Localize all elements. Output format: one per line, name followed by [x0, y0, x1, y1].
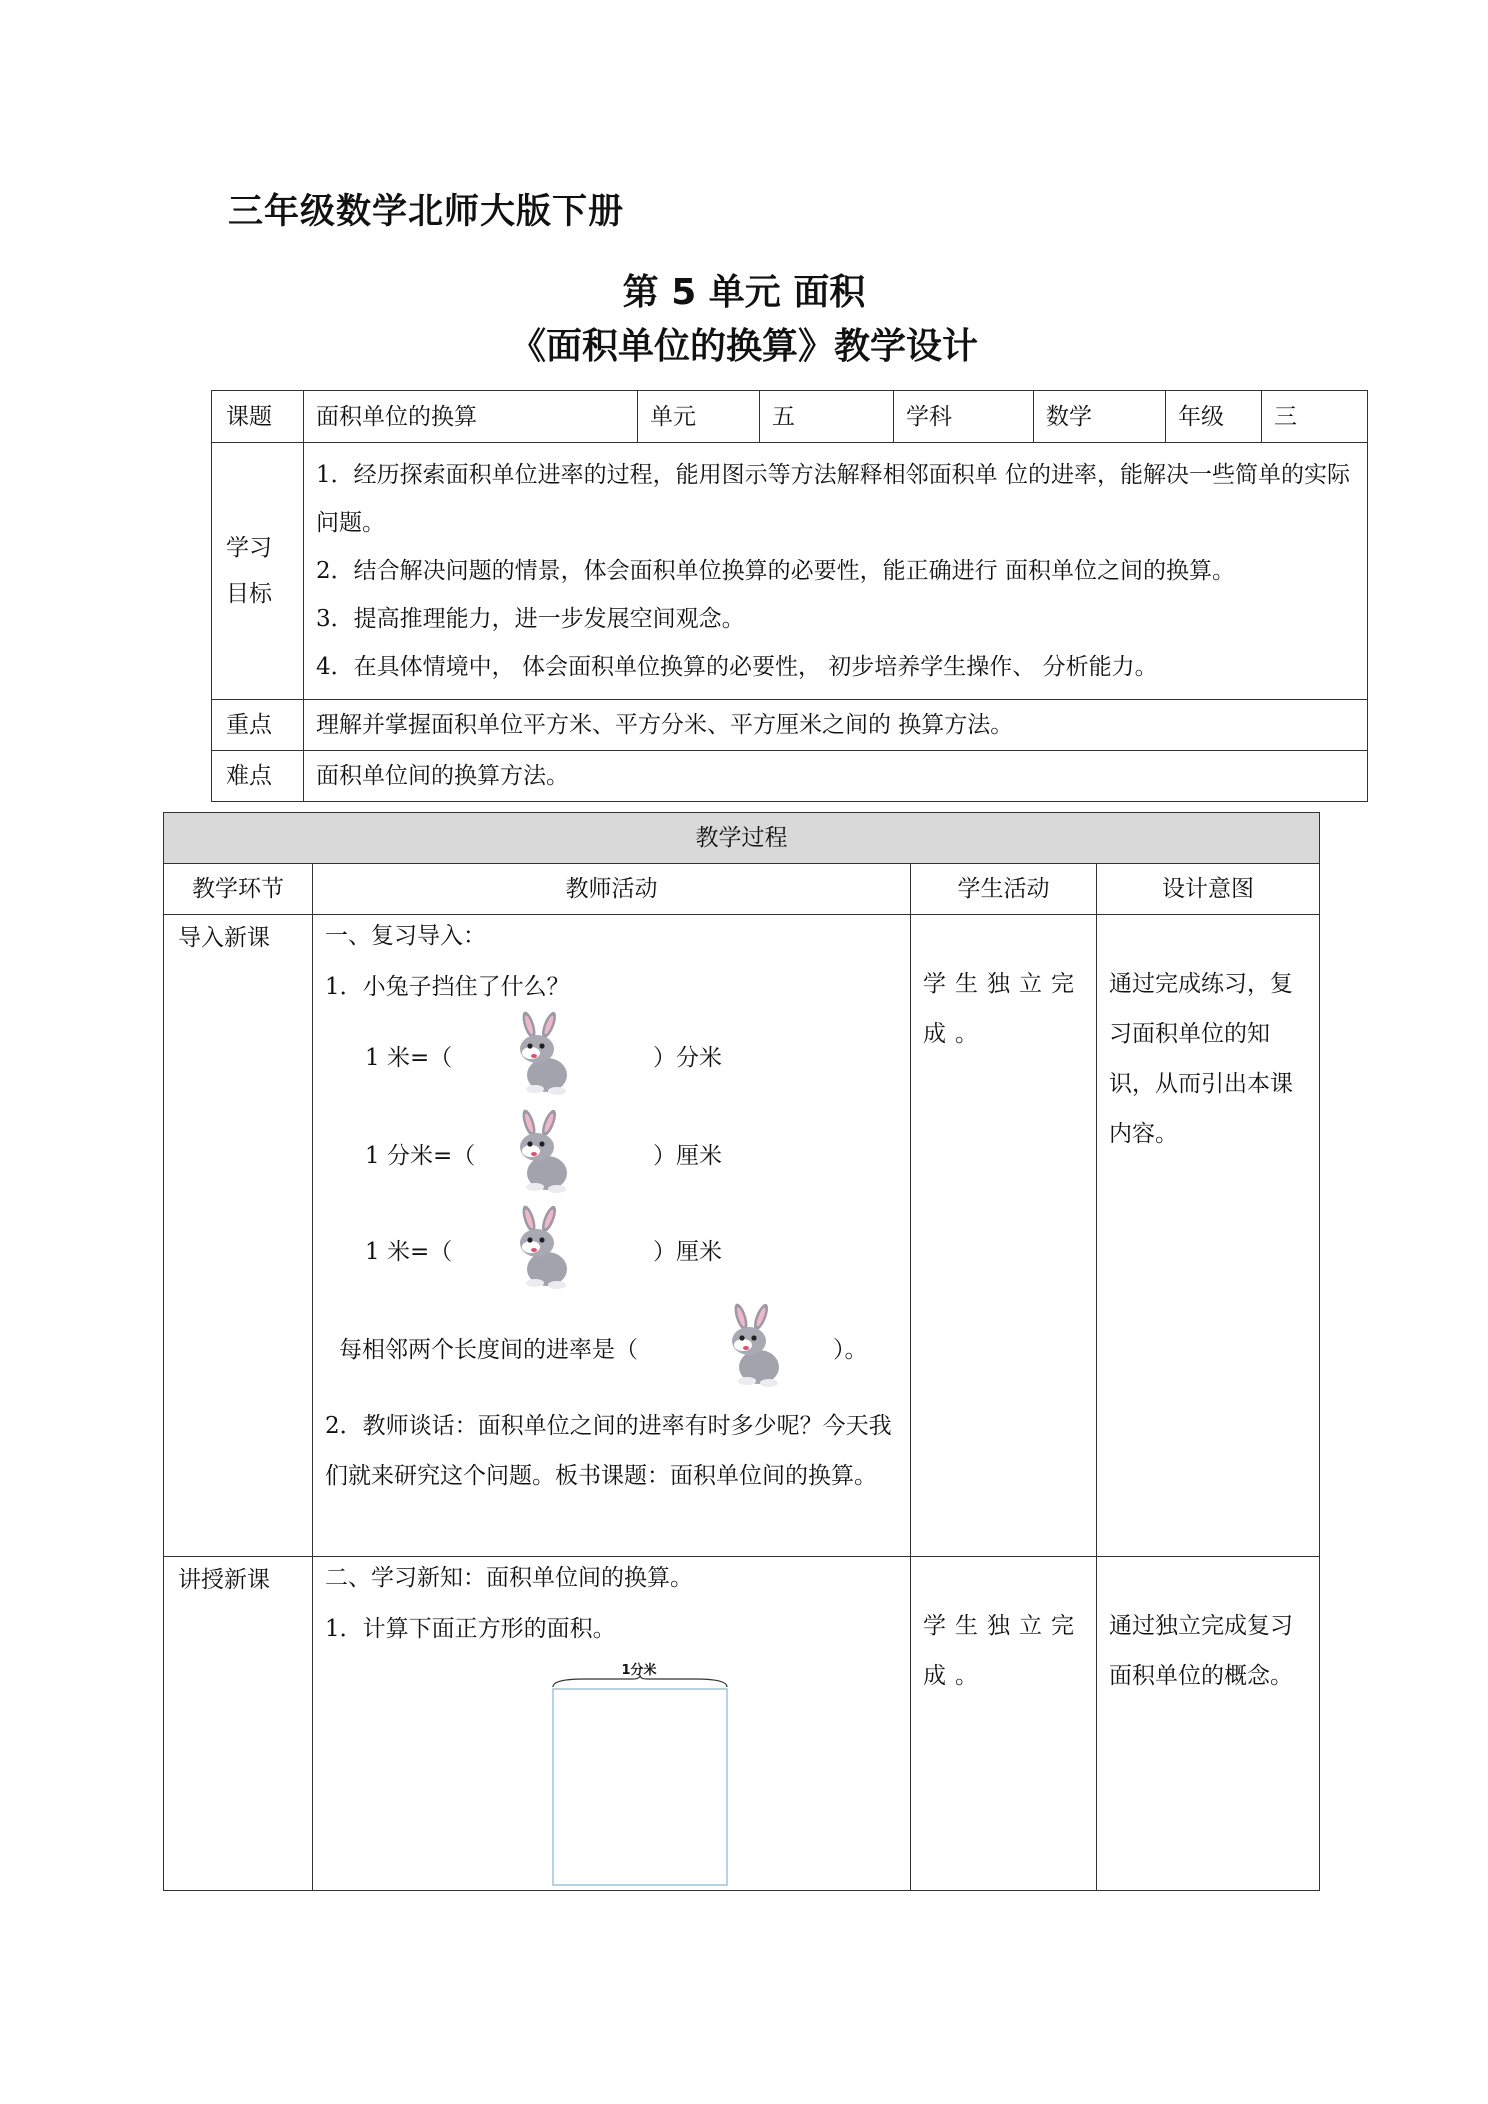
equation-1-right: ）分米: [653, 1045, 722, 1071]
objectives-label: 学习目标: [212, 443, 304, 700]
teaching-process-table: [163, 812, 1320, 1891]
header-teacher-activity: 教师活动: [313, 864, 911, 915]
topic-label: 课题: [212, 391, 304, 443]
grade-value: 三: [1262, 391, 1368, 443]
unit-label: 单元: [638, 391, 760, 443]
lesson-title: 《面积单位的换算》教学设计: [509, 326, 978, 367]
key-point-label: 重点: [212, 700, 304, 751]
teacher-activity-intro: [313, 915, 911, 1557]
objective-item: 1．经历探索面积单位进率的过程，能用图示等方法解释相邻面积单 位的进率，能解决一些简单的实际问题。: [316, 462, 1350, 536]
equation-1-left: 1 米=（: [365, 1045, 453, 1071]
equation-2-right: ）厘米: [653, 1143, 722, 1169]
design-intent-intro: 通过完成练习，复习面积单位的知识，从而引出本课内容。: [1097, 915, 1320, 1557]
equation-2-left: 1 分米=（: [365, 1143, 476, 1169]
bunny-icon: [509, 1205, 571, 1289]
objective-item: 3．提高推理能力，进一步发展空间观念。: [316, 606, 745, 632]
question-square-area: 1．计算下面正方形的面积。: [325, 1616, 616, 1642]
process-banner: 教学过程: [164, 813, 1320, 864]
bunny-icon: [509, 1109, 571, 1193]
document-header: 三年级数学北师大版下册: [228, 192, 625, 232]
equation-3-left: 1 米=（: [365, 1239, 453, 1265]
header-design-intent: 设计意图: [1097, 864, 1320, 915]
rate-question-left: 每相邻两个长度间的进率是（: [339, 1337, 638, 1363]
rate-question-right: ）。: [833, 1337, 868, 1363]
section-new-knowledge: 二、学习新知：面积单位间的换算。: [325, 1565, 693, 1591]
square-diagram: [545, 1675, 735, 1887]
question-bunny: 1．小兔子挡住了什么？: [325, 974, 570, 1000]
lesson-info-table: [211, 390, 1368, 802]
subject-value: 数学: [1034, 391, 1166, 443]
equation-3-right: ）厘米: [653, 1239, 722, 1265]
stage-intro: 导入新课: [164, 915, 313, 1557]
teacher-activity-new-lesson: [313, 1557, 911, 1891]
student-activity-new-lesson: 学生独立完成。: [911, 1557, 1097, 1891]
objective-item: 2．结合解决问题的情景，体会面积单位换算的必要性，能正确进行 面积单位之间的换算。: [316, 558, 1235, 584]
square-side-label: 1分米: [621, 1663, 657, 1678]
design-intent-new-lesson: 通过独立完成复习面积单位的概念。: [1097, 1557, 1320, 1891]
bunny-icon: [721, 1303, 783, 1387]
key-point-value: 理解并掌握面积单位平方米、平方分米、平方厘米之间的 换算方法。: [304, 700, 1368, 751]
unit-value: 五: [760, 391, 894, 443]
header-stage: 教学环节: [164, 864, 313, 915]
unit-title: 第 5 单元 面积: [622, 272, 866, 313]
stage-new-lesson: 讲授新课: [164, 1557, 313, 1891]
difficulty-value: 面积单位间的换算方法。: [304, 751, 1368, 802]
bunny-icon: [509, 1011, 571, 1095]
difficulty-label: 难点: [212, 751, 304, 802]
teacher-talk: 2．教师谈话：面积单位之间的进率有时多少呢？今天我们就来研究这个问题。板书课题：面积单位间的换算。: [325, 1413, 892, 1489]
student-activity-intro: 学生独立完成。: [911, 915, 1097, 1557]
objectives-list: [304, 443, 1368, 700]
grade-label: 年级: [1166, 391, 1262, 443]
header-student-activity: 学生活动: [911, 864, 1097, 915]
topic-value: 面积单位的换算: [304, 391, 638, 443]
objective-item: 4．在具体情境中， 体会面积单位换算的必要性， 初步培养学生操作、 分析能力。: [316, 654, 1158, 680]
section-review: 一、复习导入：: [325, 923, 486, 949]
subject-label: 学科: [894, 391, 1034, 443]
